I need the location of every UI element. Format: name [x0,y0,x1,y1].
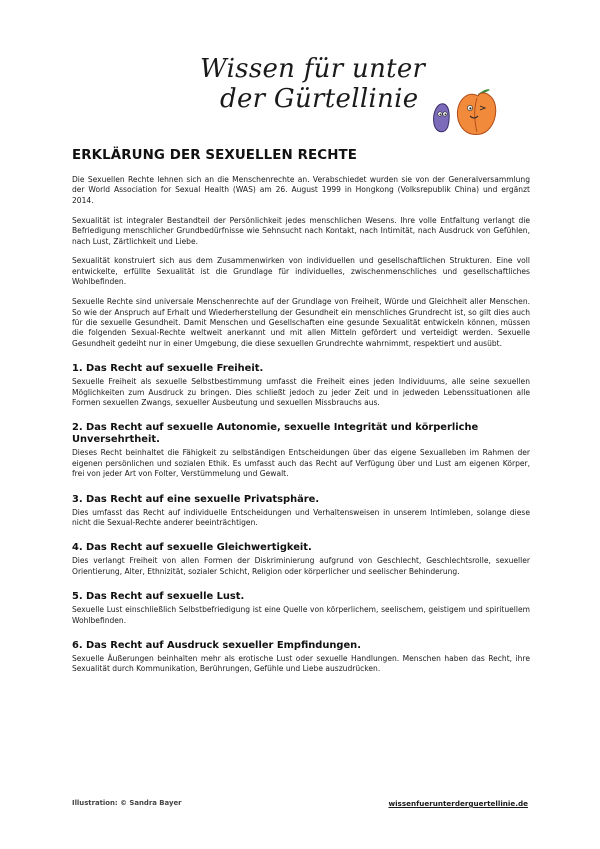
mascot-illustration [430,84,500,140]
section-body-5: Sexuelle Lust einschließlich Selbstbefriedigung ist eine Quelle von körperlichem, seelischem, geistigem und spirituellem Wohlbefinden. [72,605,530,625]
peach-mascot-icon [457,89,495,134]
section-heading-6: 6. Das Recht auf Ausdruck sexueller Empfindungen. [72,640,361,652]
section-body-4: Dies verlangt Freiheit von allen Formen der Diskriminierung aufgrund von Geschlecht, Geschlechtsrolle, sexueller Orientierung, Alter, Ethnizität, sozialer Schicht, Religion oder körperlicher und seelischer Behinderung. [72,556,530,576]
section-heading-4: 4. Das Recht auf sexuelle Gleichwertigkeit. [72,542,312,554]
section-heading-2: 2. Das Recht auf sexuelle Autonomie, sexuelle Integrität und körperliche Unversehrtheit. [72,422,479,446]
intro-paragraph-4: Sexuelle Rechte sind universale Menschenrechte auf der Grundlage von Freiheit, Würde und Gleichheit aller Menschen. So wie der Anspruch auf Erhalt und Wiederherstellung der Gesundheit ein menschliches Grundrecht ist, so gilt dies auch für die sexuelle Gesundheit. Damit Menschen und Gesellschaften eine gesunde Sexualität entwickeln können, müssen die folgenden Sexual-Rechte weltweit anerkannt und mit allen Mitteln gefördert und verteidigt werden. Sexuelle Gesundheit gedeiht nur in einer Umgebung, die diese sexuellen Grundrechte wahrnimmt, respektiert und ausübt. [72,297,530,348]
section-body-1: Sexuelle Freiheit als sexuelle Selbstbestimmung umfasst die Freiheit eines jeden Individuums, alle seine sexuellen Möglichkeiten zum Ausdruck zu bringen. Dies schließt jedoch zu jeder Zeit und in jedweden Lebenssituationen alle Formen sexuellen Zwangs, sexueller Ausbeutung und sexuellen Missbrauchs aus. [72,377,530,407]
plum-mascot-icon [434,104,450,132]
section-body-3: Dies umfasst das Recht auf individuelle Entscheidungen und Verhaltensweisen in unserem Intimleben, solange diese nicht die Sexual-Rechte anderer beeinträchtigen. [72,507,530,528]
intro-paragraph-3: Sexualität konstruiert sich aus dem Zusammenwirken von individuellen und gesellschaftlichen Strukturen. Eine voll entwickelte, erfüllte Sexualität ist die Grundlage für individuelles, zwischenmenschliches und gesellschaftliches Wohlbefinden. [72,256,530,287]
brand-logo [196,52,466,122]
page-title: ERKLÄRUNG DER SEXUELLEN RECHTE [72,148,358,163]
document-body [72,148,530,684]
section-body-2: Dieses Recht beinhaltet die Fähigkeit zu selbständigen Entscheidungen über das eigene Sexualleben im Rahmen der eigenen persönlichen und sozialen Ethik. Es umfasst auch das Recht auf Verfügung über und Lust am eigenen Körper, frei von jeder Art von Folter, Verstümmelung und Gewalt. [72,448,530,479]
logo-text-line-2: der Gürtellinie [220,84,419,114]
section-body-6: Sexuelle Äußerungen beinhalten mehr als erotische Lust oder sexuelle Handlungen. Menschen haben das Recht, ihre Sexualität durch Kommunikation, Berührungen, Gefühle und Liebe auszudrücken. [72,654,530,674]
section-heading-5: 5. Das Recht auf sexuelle Lust. [72,591,245,603]
intro-paragraph-1: Die Sexuellen Rechte lehnen sich an die Menschenrechte an. Verabschiedet wurden sie von der Generalversammlung der World Association for Sexual Health (WAS) am 26. August 1999 in Hongkong (Volksrepublik China) und ergänzt 2014. [72,175,530,205]
website-link[interactable]: wissenfuerunterderguertellinie.de [388,799,528,808]
illustration-credit: Illustration: © Sandra Bayer [72,799,182,807]
logo-text-line-1: Wissen für unter [200,54,426,84]
section-heading-1: 1. Das Recht auf sexuelle Freiheit. [72,363,264,375]
section-heading-3: 3. Das Recht auf eine sexuelle Privatsphäre. [72,493,320,505]
intro-paragraph-2: Sexualität ist integraler Bestandteil der Persönlichkeit jedes menschlichen Wesens. Ihre volle Entfaltung verlangt die Befriedigung menschlicher Grundbedürfnisse wie Sehnsucht nach Kontakt, nach Intimität, nach Ausdruck von Gefühlen, nach Lust, Zärtlichkeit und Liebe. [72,215,530,246]
